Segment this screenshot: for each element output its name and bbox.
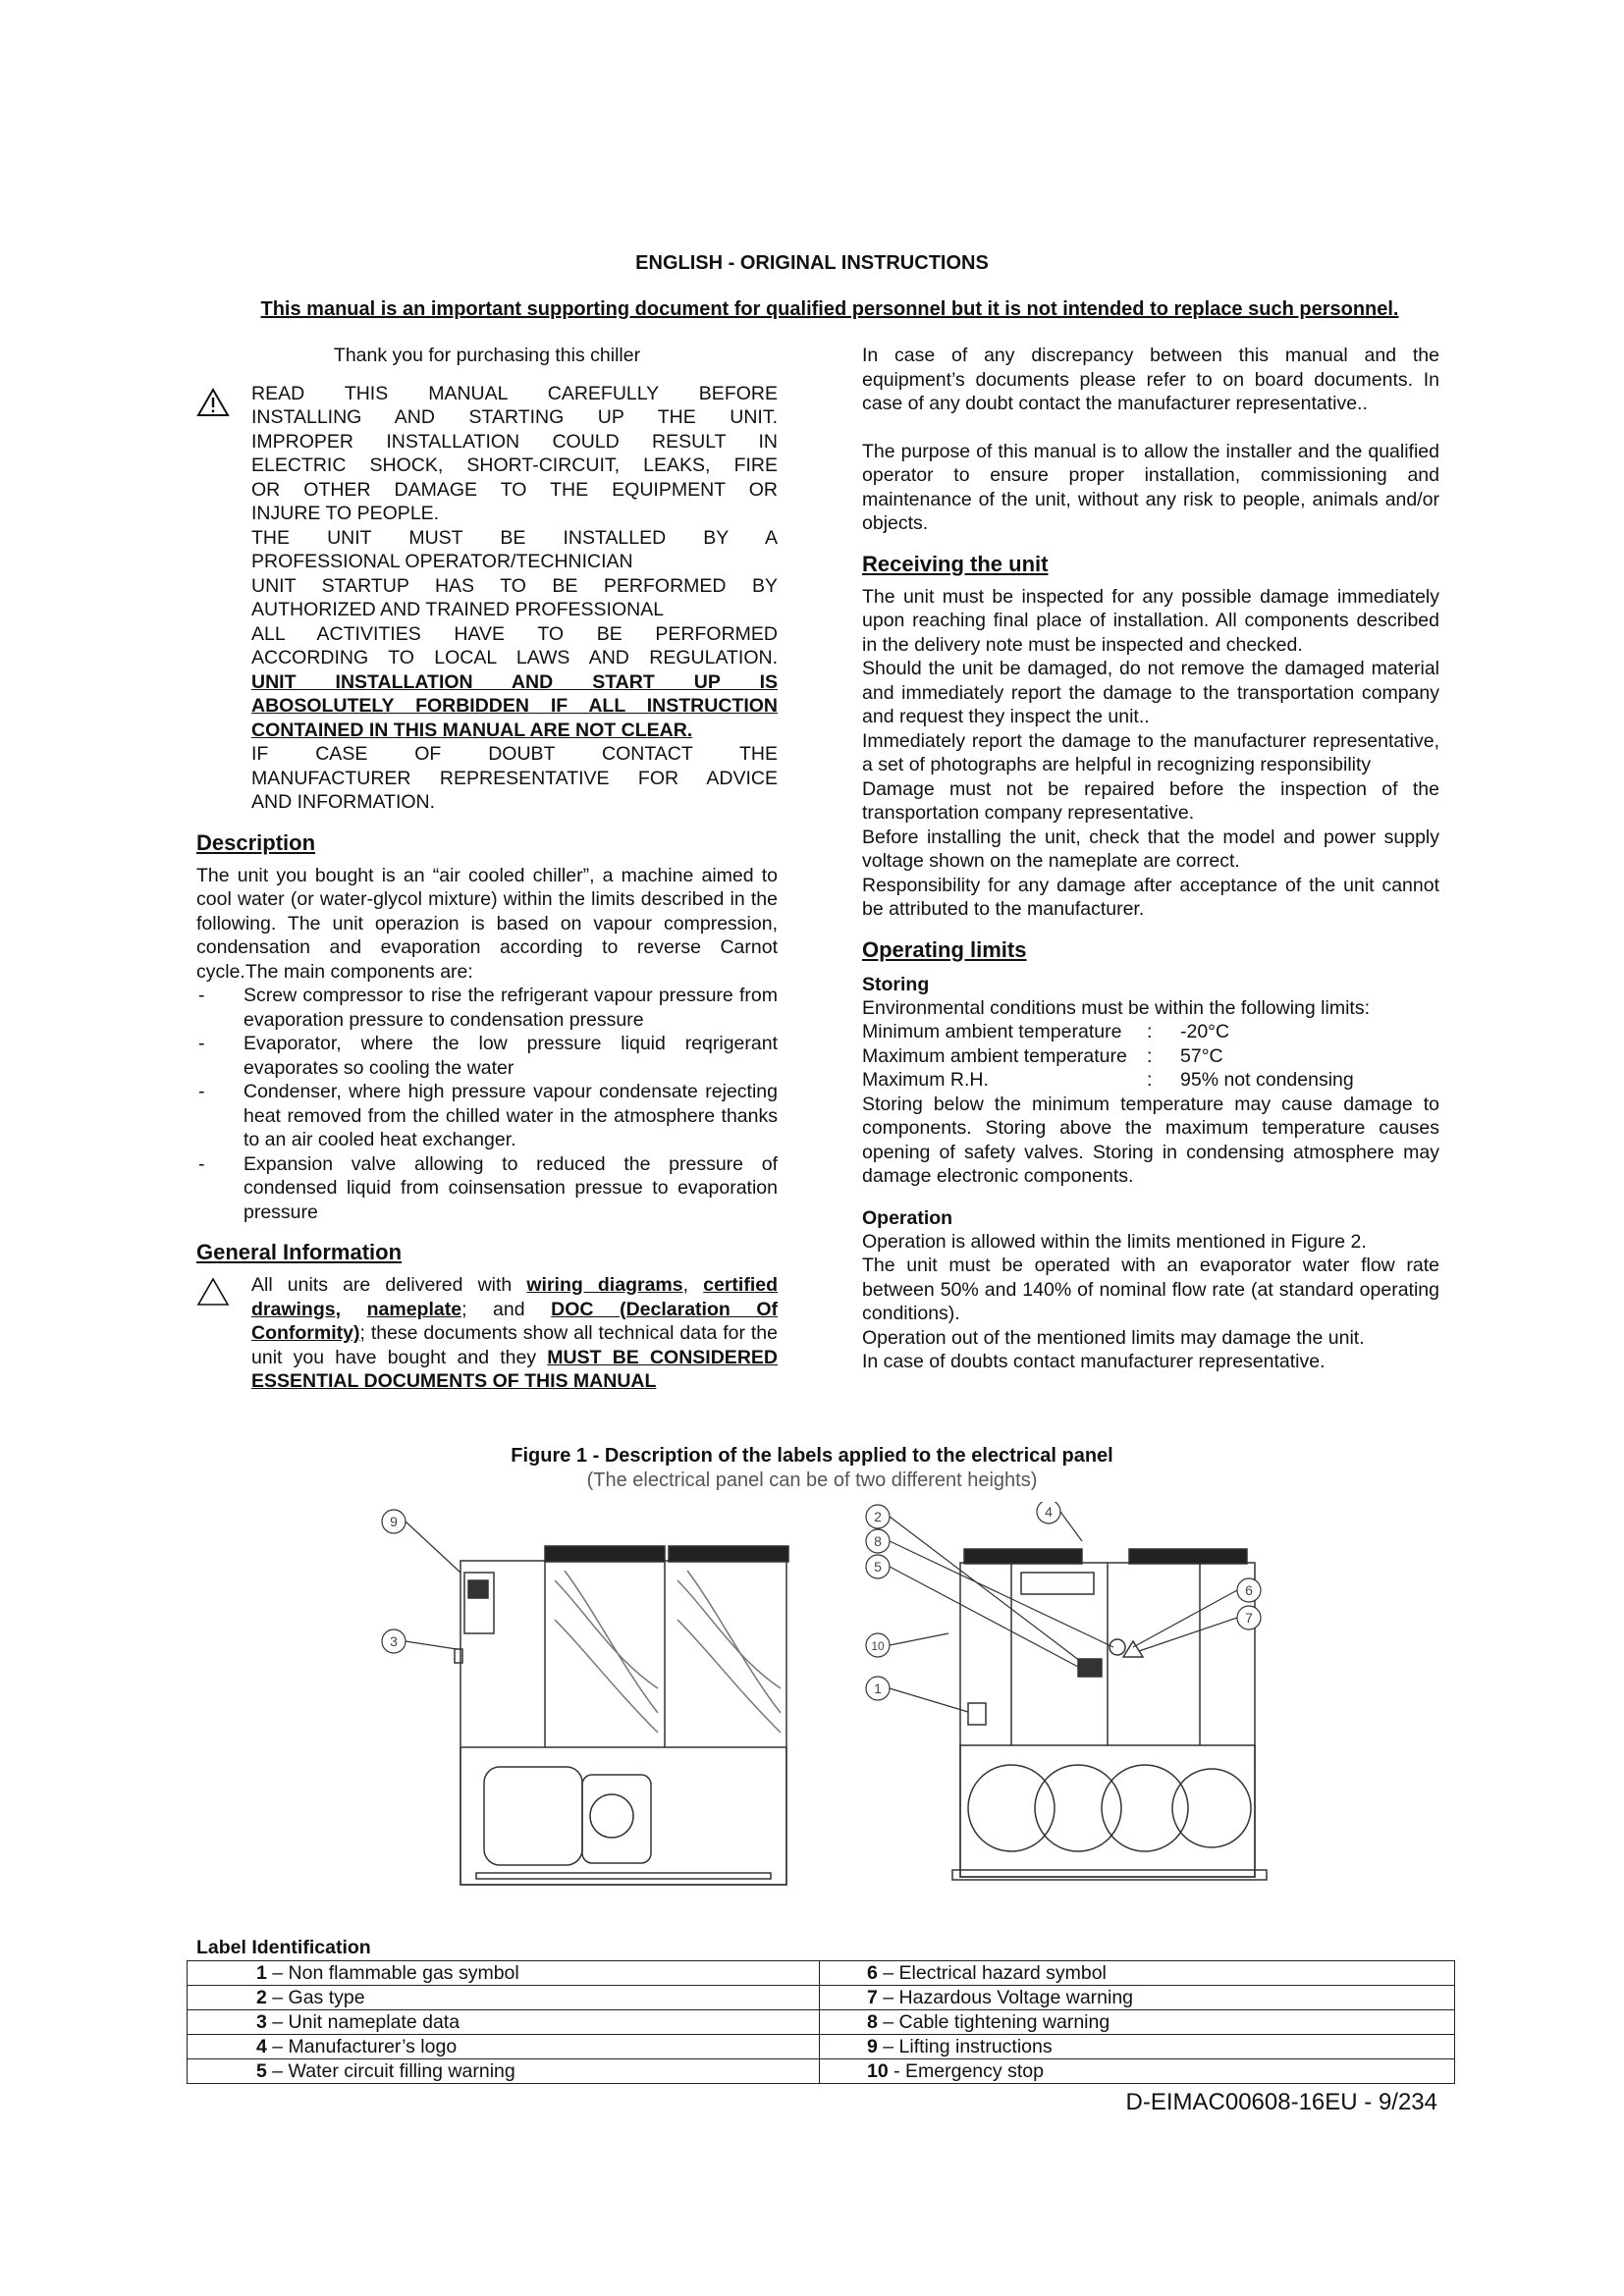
label-text: – Lifting instructions bbox=[877, 2036, 1053, 2057]
label-number: 6 bbox=[867, 1962, 878, 1984]
limit-label: Maximum R.H. bbox=[862, 1069, 989, 1091]
receiving-paragraph: Before installing the unit, check that the model and power supply voltage shown on the nameplate are correct. bbox=[862, 826, 1439, 872]
table-cell bbox=[188, 1986, 820, 2010]
warning-line: ACCORDING TO LOCAL LAWS AND REGULATION. bbox=[251, 647, 778, 668]
label-number: 10 bbox=[867, 2060, 889, 2082]
callout-label: 2 bbox=[874, 1509, 882, 1524]
table-cell bbox=[820, 1986, 1455, 2010]
label-text: – Hazardous Voltage warning bbox=[877, 1987, 1134, 2008]
label-number: 8 bbox=[867, 2011, 878, 2033]
warning-line: MANUFACTURER REPRESENTATIVE FOR ADVICE bbox=[251, 767, 778, 789]
discrepancy-text: In case of any discrepancy between this manual and the equipment’s documents please refer to on board documents. In case of any doubt contact the manufacturer representative.. bbox=[862, 345, 1439, 414]
table-cell bbox=[188, 2059, 820, 2084]
chiller-front-view-svg bbox=[854, 1502, 1365, 1914]
table-cell bbox=[820, 2059, 1455, 2084]
label-number: 2 bbox=[256, 1987, 267, 2008]
general-information-text bbox=[251, 1273, 778, 1394]
limit-colon: : bbox=[1147, 1044, 1153, 1067]
label-identification-heading: Label Identification bbox=[196, 1937, 371, 1958]
general-information bbox=[196, 1273, 778, 1394]
right-column bbox=[862, 344, 1439, 1374]
limit-colon: : bbox=[1147, 1069, 1153, 1091]
operation-paragraph: In case of doubts contact manufacturer representative. bbox=[862, 1351, 1326, 1372]
callout-label: 6 bbox=[1245, 1582, 1253, 1598]
label-text: - Emergency stop bbox=[888, 2060, 1044, 2082]
label-number: 3 bbox=[256, 2011, 267, 2033]
qualified-personnel-notice: This manual is an important supporting document for qualified personnel but it is not intended to replace such personnel. bbox=[260, 298, 1399, 320]
callout-label: 10 bbox=[871, 1639, 885, 1653]
warning-line: ELECTRIC SHOCK, SHORT-CIRCUIT, LEAKS, FIRE bbox=[251, 454, 778, 476]
warning-triangle-icon bbox=[196, 388, 230, 417]
wiring-diagrams-term: wiring diagrams bbox=[526, 1274, 683, 1296]
limit-row bbox=[862, 1044, 1439, 1069]
chiller-side-view-svg bbox=[358, 1502, 830, 1914]
label-number: 1 bbox=[256, 1962, 267, 1984]
callout-label: 4 bbox=[1045, 1504, 1053, 1520]
figure-subtitle: (The electrical panel can be of two different heights) bbox=[586, 1469, 1038, 1491]
safety-warning bbox=[196, 382, 778, 815]
warning-line: INJURE TO PEOPLE. bbox=[251, 503, 440, 524]
purpose-text: The purpose of this manual is to allow the installer and the qualified operator to ensure proper installation, commissioning and maintenance of the unit, without any risk to people, animals and/or objects. bbox=[862, 440, 1439, 534]
text-run: All units are delivered with bbox=[251, 1274, 527, 1296]
operation-heading: Operation bbox=[862, 1206, 953, 1229]
label-identification-table bbox=[187, 1960, 1455, 2084]
warning-line: ALL ACTIVITIES HAVE TO BE PERFORMED bbox=[251, 622, 778, 645]
table-row bbox=[188, 1986, 1455, 2010]
thanks-line: Thank you for purchasing this chiller bbox=[333, 345, 641, 366]
limit-value: -20°C bbox=[1180, 1021, 1230, 1042]
label-number: 4 bbox=[256, 2036, 267, 2057]
chiller-side-view-drawing bbox=[358, 1502, 830, 1914]
label-text: – Gas type bbox=[266, 1987, 365, 2008]
receiving-paragraph: Should the unit be damaged, do not remove the damaged material and immediately report the damage to the transportation company and request they inspect the unit.. bbox=[862, 658, 1439, 727]
doc-term: DOC (Declaration Of Conformity) bbox=[251, 1298, 779, 1344]
warning-line: PROFESSIONAL OPERATOR/TECHNICIAN bbox=[251, 551, 633, 572]
text-run bbox=[341, 1299, 367, 1320]
warning-line: AUTHORIZED AND TRAINED PROFESSIONAL bbox=[251, 599, 665, 620]
warning-bold-line: UNIT INSTALLATION AND START UP IS bbox=[251, 670, 778, 693]
table-cell bbox=[820, 2035, 1455, 2059]
table-cell bbox=[820, 1961, 1455, 1986]
label-text: – Non flammable gas symbol bbox=[266, 1962, 519, 1984]
label-number: 9 bbox=[867, 2036, 878, 2057]
label-text: – Cable tightening warning bbox=[877, 2011, 1110, 2033]
text-run: ; these documents show all technical data for the unit you have bought and they bbox=[251, 1322, 778, 1368]
receiving-paragraph: The unit must be inspected for any possible damage immediately upon reaching final place of installation. All components described in the delivery note must be inspected and checked. bbox=[862, 585, 1439, 656]
components-list bbox=[196, 984, 778, 1224]
warning-line: AND INFORMATION. bbox=[251, 791, 436, 813]
storing-intro: Environmental conditions must be within the following limits: bbox=[862, 996, 1370, 1019]
warning-bold-line: ABOSOLUTELY FORBIDDEN IF ALL INSTRUCTION bbox=[251, 695, 778, 717]
limit-row bbox=[862, 1020, 1439, 1044]
table-cell bbox=[188, 2035, 820, 2059]
limit-label: Maximum ambient temperature bbox=[862, 1044, 1127, 1067]
limit-row bbox=[862, 1068, 1439, 1093]
general-information-heading: General Information bbox=[196, 1240, 403, 1264]
warning-line: IMPROPER INSTALLATION COULD RESULT IN bbox=[251, 430, 778, 453]
callout-label: 8 bbox=[874, 1533, 882, 1549]
list-item: - Evaporator, where the low pressure liquid reqrigerant evaporates so cooling the water bbox=[196, 1032, 778, 1080]
warning-line: IF CASE OF DOUBT CONTACT THE bbox=[251, 743, 778, 765]
label-text: – Manufacturer’s logo bbox=[266, 2036, 458, 2057]
document-title: ENGLISH - ORIGINAL INSTRUCTIONS bbox=[635, 252, 989, 274]
table-row bbox=[188, 1961, 1455, 1986]
label-number: 7 bbox=[867, 1987, 878, 2008]
receiving-paragraph: Immediately report the damage to the manufacturer representative, a set of photographs are helpful in recognizing responsibility bbox=[862, 729, 1439, 775]
receiving-paragraph: Responsibility for any damage after acceptance of the unit cannot be attributed to the manufacturer. bbox=[862, 874, 1439, 920]
warning-bold-line: CONTAINED IN THIS MANUAL ARE NOT CLEAR. bbox=[251, 719, 693, 741]
table-cell bbox=[820, 2010, 1455, 2035]
warning-lines bbox=[251, 382, 778, 815]
label-text: – Unit nameplate data bbox=[266, 2011, 460, 2033]
description-text: The unit you bought is an “air cooled chiller”, a machine aimed to cool water (or water-glycol mixture) within the limits described in the following. The unit operazion is based on vapour compression, condensation and evaporation according to reverse Carnot cycle.The main components are: bbox=[196, 864, 778, 983]
nameplate-term: nameplate bbox=[366, 1298, 462, 1320]
chiller-front-view-drawing bbox=[854, 1502, 1365, 1914]
storing-text: Storing below the minimum temperature may cause damage to components. Storing above the maximum temperature causes opening of safety valves. Storing in condensing atmosphere may damage electronic components. bbox=[862, 1093, 1439, 1187]
warning-line: READ THIS MANUAL CAREFULLY BEFORE bbox=[251, 382, 778, 404]
operating-limits-heading: Operating limits bbox=[862, 936, 1027, 962]
operation-paragraph: The unit must be operated with an evaporator water flow rate between 50% and 140% of nominal flow rate (at standard operating conditions). bbox=[862, 1255, 1439, 1324]
description-heading: Description bbox=[196, 829, 316, 855]
certified-drawings-term: certified drawings, bbox=[251, 1274, 778, 1320]
storing-heading: Storing bbox=[862, 973, 930, 995]
callout-label: 7 bbox=[1245, 1610, 1253, 1626]
callout-label: 5 bbox=[874, 1559, 882, 1575]
list-item: - Screw compressor to rise the refrigerant vapour pressure from evaporation pressure to condensation pressure bbox=[196, 984, 778, 1032]
table-cell bbox=[188, 2010, 820, 2035]
limit-value: 57°C bbox=[1180, 1044, 1223, 1067]
warning-line: OR OTHER DAMAGE TO THE EQUIPMENT OR bbox=[251, 478, 778, 501]
document-code-footer: D-EIMAC00608-16EU - 9/234 bbox=[1125, 2089, 1437, 2115]
table-cell bbox=[188, 1961, 820, 1986]
figure-title: Figure 1 - Description of the labels applied to the electrical panel bbox=[511, 1445, 1113, 1467]
label-number: 5 bbox=[256, 2060, 267, 2082]
receiving-heading: Receiving the unit bbox=[862, 551, 1049, 576]
table-row bbox=[188, 2010, 1455, 2035]
limit-value: 95% not condensing bbox=[1180, 1069, 1354, 1091]
list-item: - Expansion valve allowing to reduced the pressure of condensed liquid from coinsensation pressue to evaporation pressure bbox=[196, 1152, 778, 1225]
table-row bbox=[188, 2059, 1455, 2084]
limit-colon: : bbox=[1147, 1021, 1153, 1042]
must-be-considered-term: MUST BE CONSIDERED ESSENTIAL DOCUMENTS OF THIS MANUAL bbox=[251, 1346, 778, 1392]
left-column bbox=[196, 344, 778, 1394]
label-text: – Electrical hazard symbol bbox=[877, 1962, 1107, 1984]
receiving-paragraph: Damage must not be repaired before the inspection of the transportation company representative. bbox=[862, 777, 1439, 824]
table-row bbox=[188, 2035, 1455, 2059]
operation-paragraph: Operation is allowed within the limits mentioned in Figure 2. bbox=[862, 1230, 1367, 1253]
warning-line: UNIT STARTUP HAS TO BE PERFORMED BY bbox=[251, 574, 778, 597]
warning-line: INSTALLING AND STARTING UP THE UNIT. bbox=[251, 406, 778, 428]
callout-label: 3 bbox=[390, 1633, 398, 1649]
text-run: ; and bbox=[461, 1298, 552, 1320]
callout-label: 9 bbox=[390, 1514, 398, 1529]
list-item: - Condenser, where high pressure vapour condensate rejecting heat removed from the chilled water in the atmosphere thanks to an air cooled heat exchanger. bbox=[196, 1080, 778, 1152]
callout-label: 1 bbox=[874, 1681, 882, 1696]
limit-label: Minimum ambient temperature bbox=[862, 1021, 1122, 1042]
warning-line: THE UNIT MUST BE INSTALLED BY A bbox=[251, 526, 778, 549]
label-text: – Water circuit filling warning bbox=[266, 2060, 515, 2082]
caution-triangle-icon bbox=[196, 1277, 230, 1307]
operation-paragraph: Operation out of the mentioned limits may damage the unit. bbox=[862, 1326, 1365, 1349]
text-run: , bbox=[682, 1274, 704, 1296]
